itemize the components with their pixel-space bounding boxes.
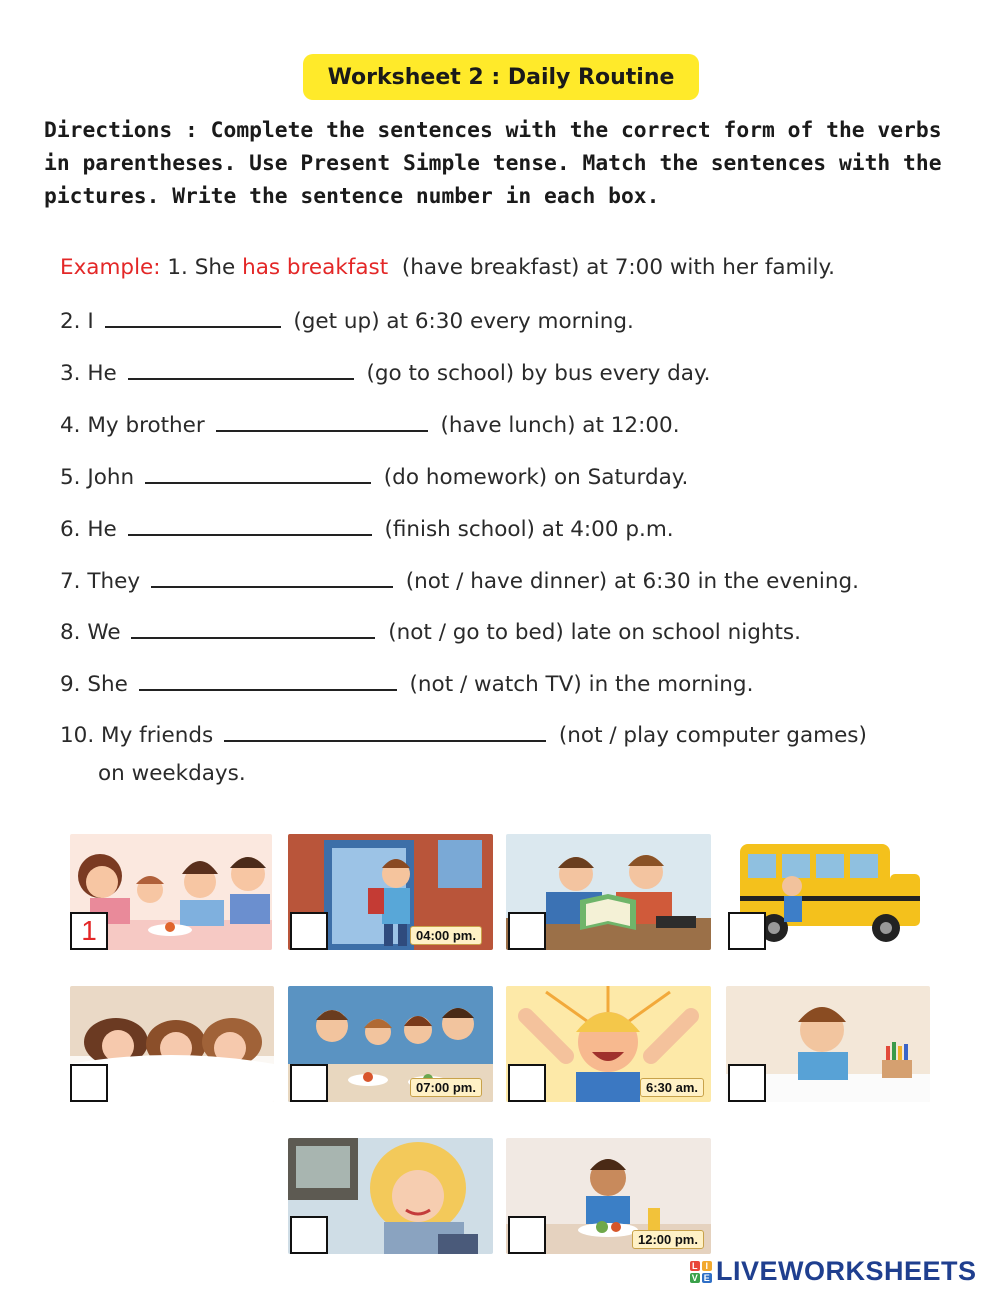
example-suffix: (have breakfast) at 7:00 with her family. bbox=[401, 255, 835, 280]
sentence-end: (not / watch TV) in the morning. bbox=[409, 672, 754, 697]
sentence-10-continued: on weekdays. bbox=[98, 761, 246, 786]
answer-blank-8[interactable] bbox=[131, 619, 375, 639]
sentence-6 bbox=[60, 516, 674, 542]
answer-box-5[interactable] bbox=[70, 1064, 108, 1102]
sentence-8 bbox=[60, 619, 801, 645]
worksheet-title: Worksheet 2 : Daily Routine bbox=[303, 54, 699, 100]
sentence-10 bbox=[60, 722, 867, 748]
answer-blank-10[interactable] bbox=[224, 722, 546, 742]
answer-box-7[interactable] bbox=[508, 1064, 546, 1102]
example-prefix: 1. She bbox=[167, 255, 236, 280]
liveworksheets-logo bbox=[690, 1256, 977, 1287]
sentence-start: 6. He bbox=[60, 517, 117, 542]
sentence-end: (finish school) at 4:00 p.m. bbox=[384, 517, 674, 542]
answer-blank-2[interactable] bbox=[105, 308, 281, 328]
directions-text: Directions : Complete the sentences with the correct form of the verbs in parentheses. Use Present Simple tense. Match the sentences with the pictures. Write the sentence number in each box. bbox=[44, 118, 942, 209]
time-label: 04:00 pm. bbox=[410, 926, 482, 945]
time-label: 07:00 pm. bbox=[410, 1078, 482, 1097]
brand-name: LIVEWORKSHEETS bbox=[716, 1256, 977, 1286]
answer-blank-7[interactable] bbox=[151, 568, 393, 588]
time-label: 12:00 pm. bbox=[632, 1230, 704, 1249]
sentence-start: 3. He bbox=[60, 361, 117, 386]
brand-mark-icon: L I V E bbox=[691, 1260, 711, 1283]
sentence-start: 5. John bbox=[60, 465, 135, 490]
example-sentence bbox=[60, 255, 835, 280]
answer-blank-4[interactable] bbox=[216, 412, 428, 432]
answer-box-2[interactable] bbox=[290, 912, 328, 950]
sentence-5 bbox=[60, 464, 688, 490]
sentence-start: 9. She bbox=[60, 672, 128, 697]
sentence-end: (go to school) by bus every day. bbox=[366, 361, 711, 386]
sentence-start: 2. I bbox=[60, 309, 94, 334]
sentence-start: 7. They bbox=[60, 569, 141, 594]
sentence-9 bbox=[60, 671, 753, 697]
answer-box-1[interactable]: 1 bbox=[70, 912, 108, 950]
answer-box-8[interactable] bbox=[728, 1064, 766, 1102]
sentence-start: 10. My friends bbox=[60, 723, 214, 748]
example-answer: has breakfast bbox=[242, 255, 389, 280]
sentence-end: (do homework) on Saturday. bbox=[383, 465, 689, 490]
time-label: 6:30 am. bbox=[640, 1078, 704, 1097]
sentence-end: (get up) at 6:30 every morning. bbox=[293, 309, 634, 334]
answer-blank-5[interactable] bbox=[145, 464, 371, 484]
answer-box-9[interactable] bbox=[290, 1216, 328, 1254]
answer-box-10[interactable] bbox=[508, 1216, 546, 1254]
sentence-end: (not / play computer games) bbox=[558, 723, 867, 748]
sentence-3 bbox=[60, 360, 710, 386]
sentence-start: 8. We bbox=[60, 620, 121, 645]
answer-box-6[interactable] bbox=[290, 1064, 328, 1102]
sentence-2 bbox=[60, 308, 634, 334]
answer-blank-9[interactable] bbox=[139, 671, 397, 691]
sentence-4 bbox=[60, 412, 680, 438]
answer-box-4[interactable] bbox=[728, 912, 766, 950]
sentence-end: (have lunch) at 12:00. bbox=[440, 413, 680, 438]
sentence-end: (not / go to bed) late on school nights. bbox=[388, 620, 801, 645]
example-label: Example: bbox=[60, 255, 161, 280]
sentence-end: (not / have dinner) at 6:30 in the evening. bbox=[405, 569, 860, 594]
answer-blank-3[interactable] bbox=[128, 360, 354, 380]
sentence-7 bbox=[60, 568, 859, 594]
answer-blank-6[interactable] bbox=[128, 516, 372, 536]
answer-box-3[interactable] bbox=[508, 912, 546, 950]
sentence-start: 4. My brother bbox=[60, 413, 205, 438]
